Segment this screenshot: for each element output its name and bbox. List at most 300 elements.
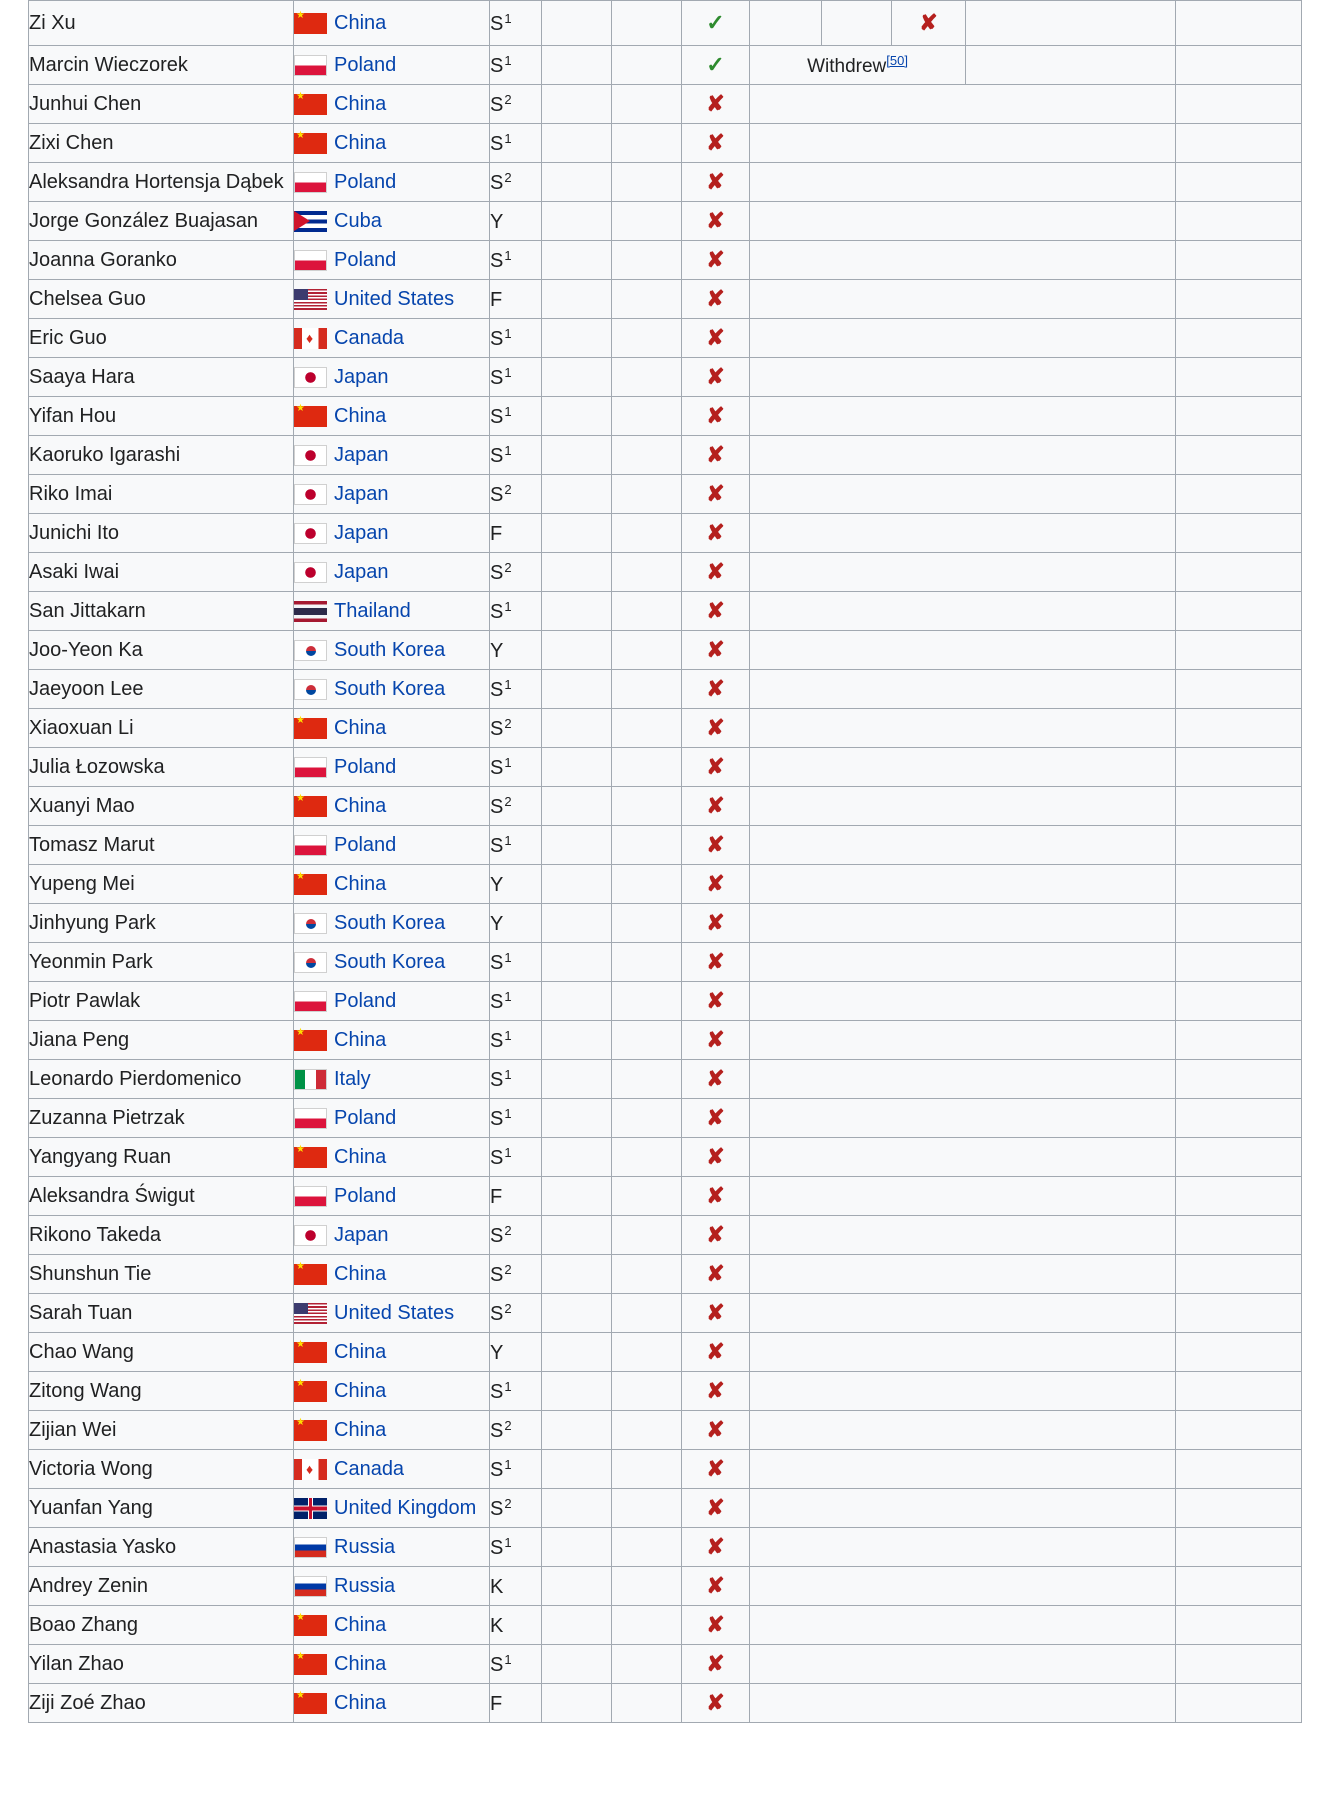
category-superscript: 2 <box>504 559 512 575</box>
empty-cell <box>750 592 1176 631</box>
china-flag-icon <box>294 1615 327 1636</box>
competitor-country <box>294 1567 490 1606</box>
table-row <box>29 319 1302 358</box>
category-superscript: 1 <box>504 988 512 1004</box>
country-link[interactable]: China <box>334 794 387 817</box>
category-letter: S <box>490 756 504 779</box>
competitor-country <box>294 1 490 46</box>
competitor-name: Shunshun Tie <box>29 1255 294 1294</box>
country-link[interactable]: Japan <box>334 1223 389 1246</box>
category-cell <box>490 787 542 826</box>
competitor-name: Jiana Peng <box>29 1021 294 1060</box>
empty-cell <box>612 1177 682 1216</box>
fail-mark: ✘ <box>682 1411 750 1450</box>
poland-flag-icon <box>294 835 327 856</box>
competitor-country <box>294 1645 490 1684</box>
empty-cell <box>542 85 612 124</box>
country-link[interactable]: Cuba <box>334 209 382 232</box>
empty-cell <box>1176 553 1302 592</box>
table-row <box>29 85 1302 124</box>
competitor-country <box>294 1333 490 1372</box>
competitor-country <box>294 865 490 904</box>
empty-cell <box>750 358 1176 397</box>
category-superscript: 1 <box>504 1144 512 1160</box>
category-cell <box>490 1684 542 1723</box>
empty-cell <box>612 1606 682 1645</box>
competitor-name: Zuzanna Pietrzak <box>29 1099 294 1138</box>
empty-cell <box>1176 1216 1302 1255</box>
fail-mark: ✘ <box>682 397 750 436</box>
country-link[interactable]: China <box>334 1418 387 1441</box>
italy-flag-icon <box>294 1069 327 1090</box>
empty-cell <box>1176 358 1302 397</box>
empty-cell <box>612 124 682 163</box>
country-link[interactable]: Poland <box>334 1106 397 1129</box>
empty-cell <box>542 670 612 709</box>
category-letter: Y <box>490 873 504 896</box>
empty-cell <box>542 163 612 202</box>
empty-cell <box>542 241 612 280</box>
japan-flag-icon <box>294 367 327 388</box>
country-link[interactable]: Poland <box>334 53 397 76</box>
competitor-name: Rikono Takeda <box>29 1216 294 1255</box>
empty-cell <box>750 1567 1176 1606</box>
fail-mark: ✘ <box>682 1450 750 1489</box>
category-letter: S <box>490 1380 504 1403</box>
empty-cell <box>1176 85 1302 124</box>
category-cell <box>490 553 542 592</box>
country-link[interactable]: China <box>334 1028 387 1051</box>
category-superscript: 1 <box>504 754 512 770</box>
empty-cell <box>612 670 682 709</box>
empty-cell <box>1176 1138 1302 1177</box>
country-link[interactable]: Japan <box>334 560 389 583</box>
empty-cell <box>750 319 1176 358</box>
empty-cell <box>1176 514 1302 553</box>
country-link[interactable]: South Korea <box>334 677 446 700</box>
competitor-country <box>294 670 490 709</box>
empty-cell <box>542 1177 612 1216</box>
category-cell <box>490 1021 542 1060</box>
category-letter: S <box>490 12 504 35</box>
category-cell <box>490 943 542 982</box>
table-row <box>29 826 1302 865</box>
category-letter: S <box>490 366 504 389</box>
empty-cell <box>542 280 612 319</box>
china-flag-icon <box>294 406 327 427</box>
category-cell <box>490 1294 542 1333</box>
empty-cell <box>1176 397 1302 436</box>
fail-mark: ✘ <box>682 670 750 709</box>
china-flag-icon <box>294 1693 327 1714</box>
empty-cell <box>612 46 682 85</box>
category-cell <box>490 1567 542 1606</box>
country-link[interactable]: China <box>334 131 387 154</box>
empty-cell <box>542 787 612 826</box>
empty-cell <box>822 1 892 46</box>
empty-cell <box>542 1606 612 1645</box>
fail-mark: ✘ <box>682 1138 750 1177</box>
empty-cell <box>542 1294 612 1333</box>
china-flag-icon <box>294 1381 327 1402</box>
competitor-name: Zijian Wei <box>29 1411 294 1450</box>
korea-flag-icon <box>294 679 327 700</box>
korea-flag-icon <box>294 640 327 661</box>
country-link[interactable]: Russia <box>334 1574 396 1597</box>
category-superscript: 2 <box>504 1495 512 1511</box>
category-letter: S <box>490 171 504 194</box>
country-link[interactable]: South Korea <box>334 950 446 973</box>
category-letter: F <box>490 1185 503 1208</box>
empty-cell <box>1176 826 1302 865</box>
country-link[interactable]: South Korea <box>334 638 446 661</box>
country-link[interactable]: China <box>334 1145 387 1168</box>
empty-cell <box>612 1411 682 1450</box>
empty-cell <box>1176 787 1302 826</box>
empty-cell <box>612 865 682 904</box>
table-row <box>29 787 1302 826</box>
country-link[interactable]: Thailand <box>334 599 411 622</box>
table-row <box>29 1138 1302 1177</box>
competitor-country <box>294 436 490 475</box>
empty-cell <box>612 943 682 982</box>
country-link[interactable]: United Kingdom <box>334 1496 477 1519</box>
country-link[interactable]: China <box>334 872 387 895</box>
empty-cell <box>542 1216 612 1255</box>
empty-cell <box>750 709 1176 748</box>
usa-flag-icon <box>294 289 327 310</box>
category-letter: S <box>490 1458 504 1481</box>
category-letter: S <box>490 561 504 584</box>
fail-mark: ✘ <box>682 1216 750 1255</box>
competitor-country <box>294 1411 490 1450</box>
empty-cell <box>612 1372 682 1411</box>
table-row <box>29 1255 1302 1294</box>
category-letter: Y <box>490 210 504 233</box>
empty-cell <box>542 865 612 904</box>
china-flag-icon <box>294 874 327 895</box>
empty-cell <box>612 553 682 592</box>
empty-cell <box>1176 1060 1302 1099</box>
fail-mark: ✘ <box>682 748 750 787</box>
country-link[interactable]: Russia <box>334 1535 396 1558</box>
country-link[interactable]: China <box>334 1262 387 1285</box>
empty-cell <box>750 748 1176 787</box>
china-flag-icon <box>294 1342 327 1363</box>
empty-cell <box>612 631 682 670</box>
competitor-country <box>294 358 490 397</box>
empty-cell <box>750 553 1176 592</box>
category-superscript: 1 <box>504 130 512 146</box>
country-link[interactable]: China <box>334 1691 387 1714</box>
table-row <box>29 1021 1302 1060</box>
fail-mark: ✘ <box>682 163 750 202</box>
fail-mark: ✘ <box>682 1294 750 1333</box>
category-superscript: 1 <box>504 1027 512 1043</box>
category-cell <box>490 1099 542 1138</box>
empty-cell <box>542 1099 612 1138</box>
china-flag-icon <box>294 718 327 739</box>
category-cell <box>490 1606 542 1645</box>
fail-mark: ✘ <box>682 1021 750 1060</box>
withdrew-text: Withdrew <box>807 55 887 77</box>
country-link[interactable]: Japan <box>334 521 389 544</box>
category-letter: S <box>490 990 504 1013</box>
country-link[interactable]: China <box>334 92 387 115</box>
competitor-country <box>294 787 490 826</box>
empty-cell <box>612 1060 682 1099</box>
table-row <box>29 1645 1302 1684</box>
category-letter: S <box>490 951 504 974</box>
country-link[interactable]: Japan <box>334 365 389 388</box>
china-flag-icon <box>294 1147 327 1168</box>
category-cell <box>490 241 542 280</box>
competitor-name: Ziji Zoé Zhao <box>29 1684 294 1723</box>
cuba-flag-icon <box>294 211 327 232</box>
fail-mark: ✘ <box>682 787 750 826</box>
empty-cell <box>542 1333 612 1372</box>
fail-mark: ✘ <box>682 1684 750 1723</box>
competitor-country <box>294 1606 490 1645</box>
china-flag-icon <box>294 1264 327 1285</box>
country-link[interactable]: United States <box>334 1301 455 1324</box>
table-row <box>29 241 1302 280</box>
competitor-country <box>294 982 490 1021</box>
empty-cell <box>750 436 1176 475</box>
competitor-country <box>294 46 490 85</box>
empty-cell <box>750 1255 1176 1294</box>
empty-cell <box>542 553 612 592</box>
competitor-name: Eric Guo <box>29 319 294 358</box>
table-row <box>29 709 1302 748</box>
korea-flag-icon <box>294 913 327 934</box>
empty-cell <box>750 1021 1176 1060</box>
empty-cell <box>1176 1294 1302 1333</box>
category-superscript: 2 <box>504 715 512 731</box>
competitor-country <box>294 124 490 163</box>
category-letter: S <box>490 1653 504 1676</box>
category-superscript: 1 <box>504 442 512 458</box>
empty-cell <box>612 397 682 436</box>
empty-cell <box>612 1333 682 1372</box>
fail-mark: ✘ <box>682 124 750 163</box>
china-flag-icon <box>294 1654 327 1675</box>
empty-cell <box>612 280 682 319</box>
category-letter: Y <box>490 1341 504 1364</box>
competitor-name: Yupeng Mei <box>29 865 294 904</box>
category-cell <box>490 358 542 397</box>
competitor-country <box>294 748 490 787</box>
country-link[interactable]: Canada <box>334 326 405 349</box>
empty-cell <box>542 631 612 670</box>
empty-cell <box>612 982 682 1021</box>
fail-mark: ✘ <box>682 241 750 280</box>
reference-link[interactable]: [50] <box>886 52 908 68</box>
country-link[interactable]: Poland <box>334 248 397 271</box>
competitor-name: Victoria Wong <box>29 1450 294 1489</box>
competitor-country <box>294 709 490 748</box>
empty-cell <box>1176 319 1302 358</box>
country-link[interactable]: Poland <box>334 755 397 778</box>
empty-cell <box>1176 1099 1302 1138</box>
category-superscript: 1 <box>504 364 512 380</box>
category-cell <box>490 982 542 1021</box>
japan-flag-icon <box>294 1225 327 1246</box>
competitor-name: Yuanfan Yang <box>29 1489 294 1528</box>
country-link[interactable]: Japan <box>334 443 389 466</box>
country-link[interactable]: China <box>334 11 387 34</box>
competitor-name: Tomasz Marut <box>29 826 294 865</box>
empty-cell <box>542 319 612 358</box>
table-row <box>29 943 1302 982</box>
category-superscript: 1 <box>504 247 512 263</box>
empty-cell <box>542 514 612 553</box>
competitor-country <box>294 202 490 241</box>
fail-mark: ✘ <box>682 1489 750 1528</box>
competitor-country <box>294 904 490 943</box>
table-row <box>29 1411 1302 1450</box>
country-link[interactable]: China <box>334 1379 387 1402</box>
empty-cell <box>1176 709 1302 748</box>
competitor-country <box>294 631 490 670</box>
table-row <box>29 46 1302 85</box>
empty-cell <box>612 1645 682 1684</box>
fail-mark: ✘ <box>682 1528 750 1567</box>
competitor-name: Xiaoxuan Li <box>29 709 294 748</box>
empty-cell <box>750 241 1176 280</box>
empty-cell <box>1176 1450 1302 1489</box>
competitor-country <box>294 163 490 202</box>
empty-cell <box>612 436 682 475</box>
empty-cell <box>750 982 1176 1021</box>
competitor-country <box>294 1099 490 1138</box>
competitor-name: Joanna Goranko <box>29 241 294 280</box>
country-link[interactable]: China <box>334 1340 387 1363</box>
empty-cell <box>1176 1177 1302 1216</box>
country-link[interactable]: China <box>334 1652 387 1675</box>
category-letter: S <box>490 1263 504 1286</box>
competitor-name: Yangyang Ruan <box>29 1138 294 1177</box>
poland-flag-icon <box>294 1108 327 1129</box>
competitor-name: Kaoruko Igarashi <box>29 436 294 475</box>
competitor-country <box>294 1021 490 1060</box>
withdrew-note <box>750 46 966 85</box>
empty-cell <box>542 1489 612 1528</box>
category-letter: F <box>490 1692 503 1715</box>
fail-mark: ✘ <box>682 319 750 358</box>
competitor-name: Piotr Pawlak <box>29 982 294 1021</box>
empty-cell <box>750 124 1176 163</box>
empty-cell <box>750 1645 1176 1684</box>
fail-mark: ✘ <box>682 865 750 904</box>
competitor-name: Aleksandra Hortensja Dąbek <box>29 163 294 202</box>
empty-cell <box>750 1684 1176 1723</box>
competitor-name: Yeonmin Park <box>29 943 294 982</box>
category-cell <box>490 904 542 943</box>
empty-cell <box>750 85 1176 124</box>
competitor-country <box>294 1060 490 1099</box>
fail-mark: ✘ <box>682 982 750 1021</box>
competitor-name: Zi Xu <box>29 1 294 46</box>
country-link[interactable]: South Korea <box>334 911 446 934</box>
country-link[interactable]: China <box>334 716 387 739</box>
fail-mark: ✘ <box>682 1060 750 1099</box>
russia-flag-icon <box>294 1576 327 1597</box>
uk-flag-icon <box>294 1498 327 1519</box>
empty-cell <box>542 826 612 865</box>
table-row <box>29 436 1302 475</box>
country-link[interactable]: Poland <box>334 833 397 856</box>
empty-cell <box>1176 1606 1302 1645</box>
table-row <box>29 514 1302 553</box>
japan-flag-icon <box>294 484 327 505</box>
country-link[interactable]: Poland <box>334 1184 397 1207</box>
canada-flag-icon <box>294 328 327 349</box>
country-link[interactable]: Poland <box>334 170 397 193</box>
country-link[interactable]: China <box>334 1613 387 1636</box>
country-link[interactable]: Italy <box>334 1067 371 1090</box>
empty-cell <box>750 904 1176 943</box>
empty-cell <box>1176 1411 1302 1450</box>
empty-cell <box>542 436 612 475</box>
country-link[interactable]: Canada <box>334 1457 405 1480</box>
empty-cell <box>612 163 682 202</box>
country-link[interactable]: China <box>334 404 387 427</box>
empty-cell <box>1176 1645 1302 1684</box>
category-letter: S <box>490 1146 504 1169</box>
competitor-name: Junichi Ito <box>29 514 294 553</box>
pass-mark: ✓ <box>682 1 750 46</box>
empty-cell <box>1176 1489 1302 1528</box>
category-cell <box>490 631 542 670</box>
empty-cell <box>750 787 1176 826</box>
empty-cell <box>612 592 682 631</box>
table-row <box>29 358 1302 397</box>
category-cell <box>490 670 542 709</box>
empty-cell <box>612 319 682 358</box>
empty-cell <box>750 514 1176 553</box>
competitor-country <box>294 241 490 280</box>
empty-cell <box>1176 865 1302 904</box>
competitor-name: Marcin Wieczorek <box>29 46 294 85</box>
competitor-name: Jinhyung Park <box>29 904 294 943</box>
empty-cell <box>750 1099 1176 1138</box>
poland-flag-icon <box>294 172 327 193</box>
empty-cell <box>612 709 682 748</box>
empty-cell <box>750 397 1176 436</box>
country-link[interactable]: Japan <box>334 482 389 505</box>
country-link[interactable]: United States <box>334 287 455 310</box>
empty-cell <box>612 475 682 514</box>
empty-cell <box>612 1528 682 1567</box>
empty-cell <box>542 943 612 982</box>
empty-cell <box>1176 1 1302 46</box>
empty-cell <box>542 1450 612 1489</box>
competitor-name: San Jittakarn <box>29 592 294 631</box>
category-letter: S <box>490 795 504 818</box>
competitor-name: Chao Wang <box>29 1333 294 1372</box>
country-link[interactable]: Poland <box>334 989 397 1012</box>
competitor-country <box>294 280 490 319</box>
fail-mark: ✘ <box>682 514 750 553</box>
category-cell <box>490 124 542 163</box>
empty-cell <box>750 1138 1176 1177</box>
competitors-table <box>28 0 1302 1723</box>
empty-cell <box>1176 1021 1302 1060</box>
fail-mark: ✘ <box>682 592 750 631</box>
competitor-country <box>294 85 490 124</box>
empty-cell <box>542 709 612 748</box>
